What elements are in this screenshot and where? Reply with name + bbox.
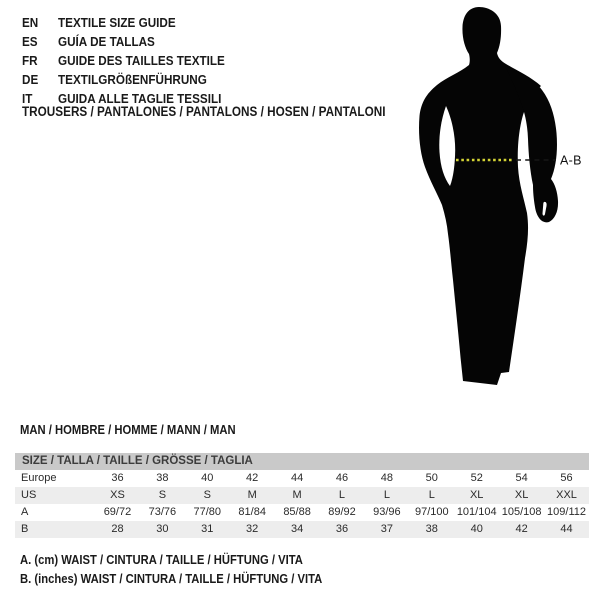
size-cell: M [292,489,302,501]
language-label: GUIDA ALLE TAGLIE TESSILI [58,91,222,106]
size-cell: 109/112 [547,506,586,518]
table-row [15,504,589,521]
size-cell: 93/96 [373,506,401,518]
footnote-line: A. (cm) WAIST / CINTURA / TAILLE / HÜFTUNG / VITA [20,553,303,567]
size-cell: 44 [560,523,573,535]
size-cell: 44 [290,472,304,484]
size-cell: 48 [380,472,394,484]
footnotes [20,551,322,588]
language-code: FR [22,53,38,68]
size-table [15,453,589,538]
size-cell: 101/104 [456,506,497,518]
size-cell: 77/80 [193,506,222,518]
language-label: GUIDE DES TAILLES TEXTILE [58,53,225,68]
right-arm-shape [505,66,558,222]
size-cell: 31 [201,523,214,535]
size-cell: 52 [470,472,483,484]
left-arm-gap [439,106,455,186]
language-legend [22,13,247,108]
size-cell: XS [110,489,125,501]
size-cell: 36 [111,472,124,484]
thumb-mark [543,202,547,216]
language-label: GUÍA DE TALLAS [58,34,155,49]
size-table-rows [15,470,589,538]
size-cell: 40 [201,472,214,484]
row-label: US [21,489,37,501]
size-cell: S [203,489,211,501]
size-cell: 37 [380,523,394,535]
row-label: Europe [21,472,57,484]
size-cell: 28 [111,523,124,535]
size-cell: 36 [335,523,349,535]
size-cell: 85/88 [283,506,311,518]
product-heading: TROUSERS / PANTALONES / PANTALONS / HOSEN / PANTALONI [22,104,386,119]
size-cell: 56 [560,472,573,484]
size-cell: 46 [335,472,349,484]
size-cell: 54 [515,472,528,484]
size-cell: 69/72 [103,506,132,518]
language-label: TEXTILE SIZE GUIDE [58,15,176,30]
size-cell: 50 [425,472,438,484]
size-cell: XL [514,489,529,501]
language-code: EN [22,15,39,30]
language-row [22,70,225,89]
size-cell: L [338,489,346,501]
language-code: ES [22,34,38,49]
man-silhouette [419,7,558,385]
measure-label: A-B [560,153,582,168]
table-row [15,521,589,538]
row-label: B [21,523,29,535]
size-cell: 32 [246,523,259,535]
body-shape [419,7,541,385]
size-cell: XL [469,489,484,501]
table-row [15,470,589,487]
size-cell: 97/100 [414,506,449,518]
size-cell: 73/76 [148,506,177,518]
row-label: A [21,506,29,518]
section-heading: MAN / HOMBRE / HOMME / MANN / MAN [20,423,236,437]
footnote-line: B. (inches) WAIST / CINTURA / TAILLE / HÜFTUNG / VITA [20,571,323,586]
size-cell: XXL [556,489,577,501]
size-cell: 38 [156,472,169,484]
size-cell: 38 [425,523,438,535]
language-label: TEXTILGRÖßENFÜHRUNG [58,72,207,87]
language-row [22,13,225,32]
size-cell: L [383,489,390,501]
size-cell: 40 [470,523,483,535]
language-row [22,51,225,70]
size-cell: 105/108 [501,506,542,518]
size-cell: 42 [246,472,259,484]
size-cell: 89/92 [328,506,356,518]
language-row [22,32,225,51]
size-cell: 42 [515,523,528,535]
language-code: IT [22,91,33,106]
size-cell: 34 [290,523,304,535]
table-row [15,487,589,504]
language-code: DE [22,72,39,87]
size-table-header: SIZE / TALLA / TAILLE / GRÖSSE / TAGLIA [15,453,589,470]
size-cell: L [428,489,435,501]
size-cell: M [247,489,257,501]
size-cell: 81/84 [238,506,266,518]
size-cell: S [158,489,167,501]
size-cell: 30 [156,523,169,535]
